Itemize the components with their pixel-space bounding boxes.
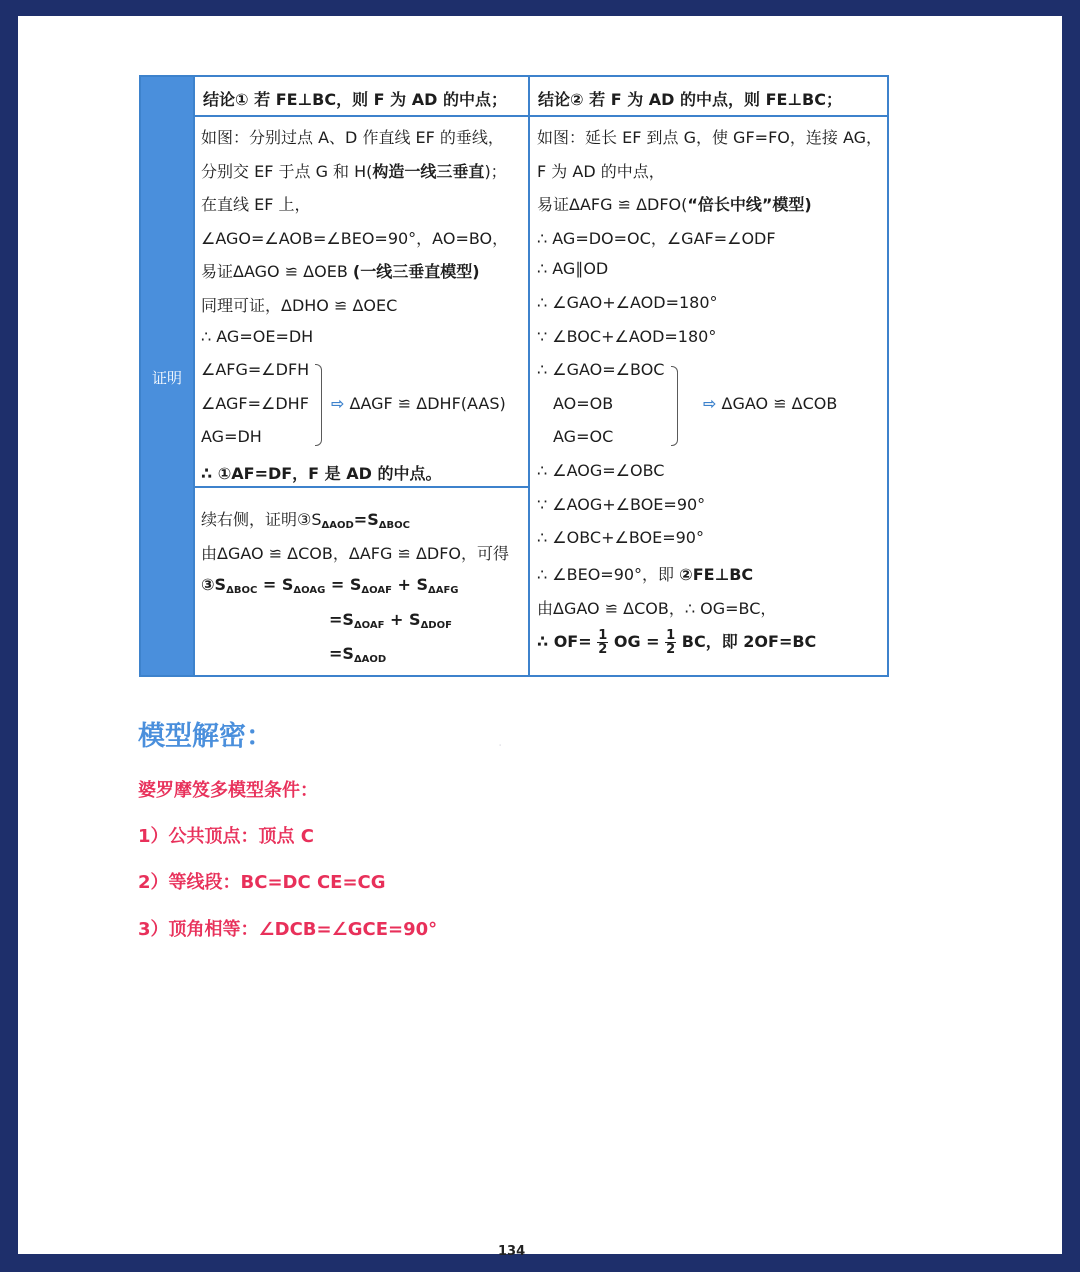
decode-title: 模型解密： (138, 721, 273, 752)
right-line: AG=OC (553, 427, 614, 446)
area-line: 由ΔGAO ≌ ΔCOB，ΔAFG ≌ ΔDFO，可得 (201, 544, 510, 563)
brace (315, 364, 322, 446)
right-line: F 为 AD 的中点， (537, 162, 665, 181)
right-line: ∴ ∠OBC+∠BOE=90° (537, 528, 704, 547)
right-line: 由ΔGAO ≌ ΔCOB，∴ OG=BC， (537, 599, 777, 618)
implies: ⇨ ΔGAO ≌ ΔCOB (703, 394, 838, 413)
right-line: AO=OB (553, 394, 614, 413)
condition-item: 3）顶角相等：∠DCB=∠GCE=90° (138, 919, 438, 940)
left-line: ∴ ①AF=DF，F 是 AD 的中点。 (201, 464, 442, 483)
right-line: ∴ AG=DO=OC，∠GAF=∠ODF (537, 229, 776, 248)
implies: ⇨ ΔAGF ≌ ΔDHF(AAS) (331, 394, 506, 413)
right-line: ∵ ∠BOC+∠AOD=180° (537, 327, 717, 346)
right-line: 如图：延长 EF 到点 G，使 GF=FO，连接 AG， (537, 128, 883, 147)
left-line: 易证ΔAGO ≌ ΔOEB (一线三垂直模型) (201, 262, 480, 281)
left-line: 如图：分别过点 A、D 作直线 EF 的垂线， (201, 128, 504, 147)
area-line: $=S_{\Delta AOD}$ (329, 644, 387, 665)
left-line: ∠AFG=∠DFH (201, 360, 310, 379)
right-line: ∴ ∠BEO=90°，即 ②FE⊥BC (537, 565, 754, 584)
left-line: AG=DH (201, 427, 262, 446)
area-line: $=S_{\Delta OAF} + S_{\Delta DOF}$ (329, 610, 452, 631)
left-line: ∠AGO=∠AOB=∠BEO=90°，AO=BO， (201, 229, 509, 248)
condition-item: 2）等线段：BC=DC CE=CG (138, 872, 386, 893)
right-line: ∴ OF= $\frac{1}{2}$ OG = $\frac{1}{2}$ BC，即 2OF=BC (537, 628, 817, 657)
fraction: $\frac{1}{2}$ (666, 628, 676, 657)
proof-table (139, 75, 889, 677)
right-line: 易证ΔAFG ≌ ΔDFO(“倍长中线”模型) (537, 195, 812, 214)
right-line: ∵ ∠AOG+∠BOE=90° (537, 495, 706, 514)
area-line: 续右侧，证明$③S_{\Delta AOD}=S_{\Delta BOC}$ (201, 510, 410, 531)
decode-subtitle: 婆罗摩笈多模型条件： (138, 780, 318, 801)
condition-item: 1）公共顶点：顶点 C (138, 826, 315, 847)
left-line: ∠AGF=∠DHF (201, 394, 309, 413)
area-line: $③S_{\Delta BOC} = S_{\Delta OAG} = S_{\Delta OAF} + S_{\Delta AFG}$ (201, 575, 459, 596)
proof-side-label: 证明 (141, 77, 193, 675)
arrow-icon: ⇨ (703, 394, 717, 413)
left-line: ∴ AG=OE=DH (201, 327, 314, 346)
right-line: ∴ ∠GAO=∠BOC (537, 360, 665, 379)
ghost-text: · (498, 738, 503, 754)
document-page (18, 16, 1062, 1259)
arrow-icon: ⇨ (331, 394, 345, 413)
right-line: ∴ ∠AOG=∠OBC (537, 461, 665, 480)
fraction: $\frac{1}{2}$ (598, 628, 608, 657)
right-header: 结论② 若 F 为 AD 的中点，则 FE⊥BC； (538, 90, 842, 109)
brace (671, 366, 678, 446)
left-line: 在直线 EF 上， (201, 195, 311, 214)
left-line: 同理可证，ΔDHO ≌ ΔOEC (201, 296, 398, 315)
left-line: 分别交 EF 于点 G 和 H(构造一线三垂直)； (201, 162, 507, 181)
page-number: 134 (498, 1244, 526, 1259)
right-line: ∴ AG∥OD (537, 259, 609, 278)
right-line: ∴ ∠GAO+∠AOD=180° (537, 293, 718, 312)
left-header: 结论① 若 FE⊥BC，则 F 为 AD 的中点； (203, 90, 507, 109)
